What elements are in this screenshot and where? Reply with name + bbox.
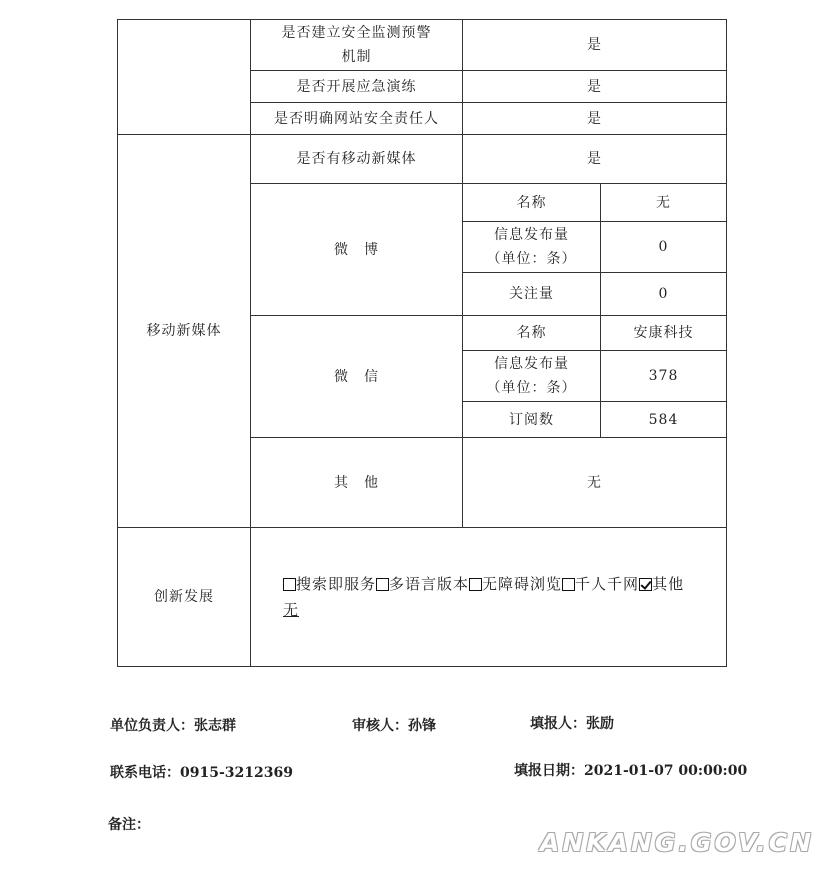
wechat-posts-label: 信息发布量 （单位：条） (463, 351, 601, 402)
mobile-section-label: 移动新媒体 (118, 135, 251, 528)
option-personalized[interactable] (562, 575, 639, 593)
weibo-label: 微 博 (251, 184, 463, 316)
option-personalized-label: 千人千网 (575, 575, 640, 593)
report-table (117, 19, 727, 667)
checkbox-accessibility[interactable] (469, 578, 482, 591)
checkbox-personalized[interactable] (562, 578, 575, 591)
option-accessibility[interactable] (469, 575, 562, 593)
innovation-options-cell (251, 528, 727, 667)
has-mobile-label: 是否有移动新媒体 (251, 135, 463, 184)
innovation-other-text: 无 (283, 601, 300, 619)
innovation-label: 创新发展 (118, 528, 251, 667)
checkbox-multilingual[interactable] (376, 578, 389, 591)
owner-value: 是 (463, 103, 727, 135)
monitor-label: 是否建立安全监测预警 机制 (251, 20, 463, 71)
unit-head: 单位负责人：张志群 (110, 718, 236, 734)
option-multilingual[interactable] (376, 575, 469, 593)
drill-value: 是 (463, 71, 727, 103)
wechat-name-label: 名称 (463, 316, 601, 351)
watermark-logo: ANKANG.GOV.CN (540, 828, 815, 857)
innovation-other-line (283, 597, 722, 623)
wechat-name-value: 安康科技 (601, 316, 727, 351)
option-accessibility-label: 无障碍浏览 (482, 575, 563, 593)
monitor-value: 是 (463, 20, 727, 71)
weibo-posts-value: 0 (601, 222, 727, 273)
weibo-posts-label: 信息发布量 （单位：条） (463, 222, 601, 273)
checkbox-search-service[interactable] (283, 578, 296, 591)
weibo-name-label: 名称 (463, 184, 601, 222)
fill-date: 填报日期：2021-01-07 00:00:00 (514, 763, 748, 779)
checkbox-other-checked[interactable] (639, 578, 652, 591)
owner-label: 是否明确网站安全责任人 (251, 103, 463, 135)
filler: 填报人：张励 (530, 716, 614, 732)
security-section-cell (118, 20, 251, 135)
wechat-subscribers-label: 订阅数 (463, 402, 601, 438)
option-other[interactable] (639, 575, 684, 593)
has-mobile-value: 是 (463, 135, 727, 184)
other-media-value: 无 (463, 438, 727, 528)
wechat-label: 微 信 (251, 316, 463, 438)
option-search-service[interactable] (283, 575, 376, 593)
weibo-followers-value: 0 (601, 273, 727, 316)
reviewer: 审核人：孙锋 (352, 718, 436, 734)
option-other-label: 其他 (652, 575, 685, 593)
option-multilingual-label: 多语言版本 (389, 575, 470, 593)
wechat-posts-value: 378 (601, 351, 727, 402)
other-media-label: 其 他 (251, 438, 463, 528)
innovation-options (283, 571, 722, 597)
weibo-name-value: 无 (601, 184, 727, 222)
remarks: 备注： (108, 817, 150, 833)
weibo-followers-label: 关注量 (463, 273, 601, 316)
wechat-subscribers-value: 584 (601, 402, 727, 438)
contact-phone: 联系电话：0915-3212369 (110, 765, 293, 781)
drill-label: 是否开展应急演练 (251, 71, 463, 103)
option-search-service-label: 搜索即服务 (296, 575, 377, 593)
